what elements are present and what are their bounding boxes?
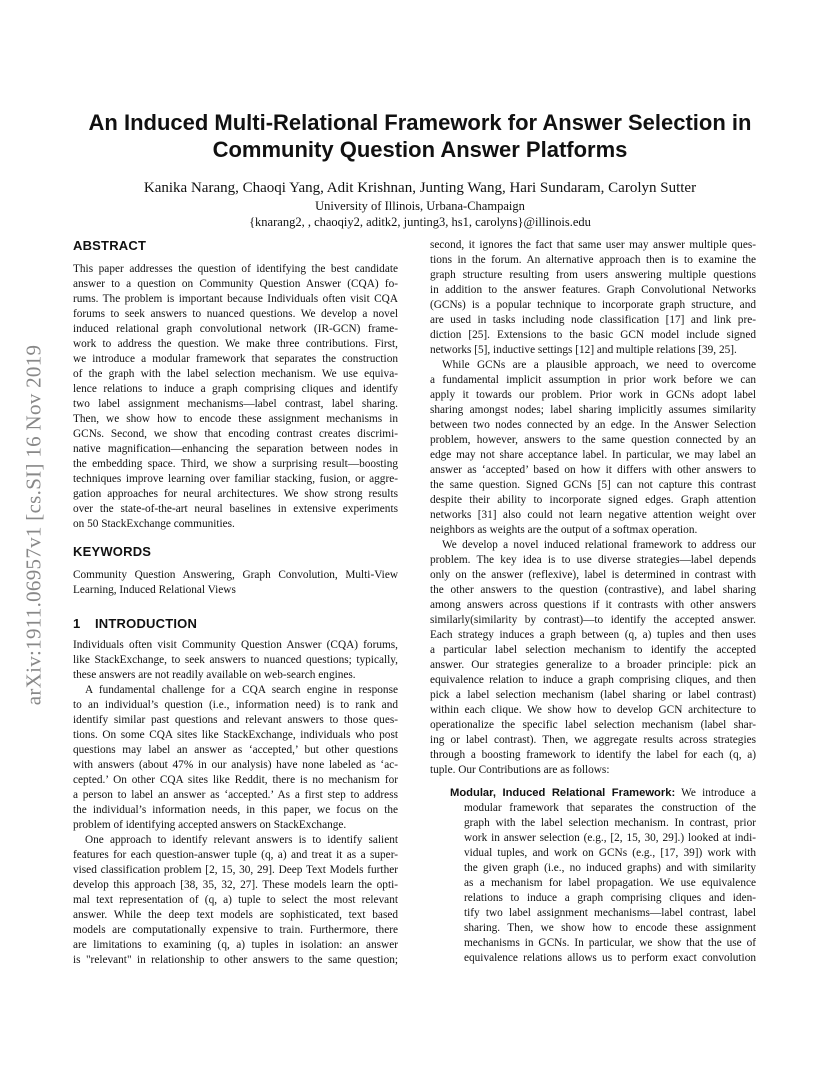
text-line: the other answers to the question (contrastive), and label sharing [430,584,756,596]
section-heading-introduction [73,616,398,632]
text-line: models are computationally expensive to train. Furthermore, there [73,924,398,936]
text-line: second, it ignores the fact that same user may answer multiple ques- [430,239,756,251]
text-line: tify two label assignment mechanisms—label contrast, label [464,907,756,919]
text-line: over the state-of-the-art neural baselines in extensive experiments [73,503,398,515]
left-column [73,238,398,968]
arxiv-id: arXiv:1911.06957v1 [cs.SI] 16 Nov 2019 [21,344,46,706]
text-line: answer to a question on Community Question Answer (CQA) fo- [73,278,398,290]
text-line: graph structure resulting from users answering multiple questions [430,269,756,281]
text-line: diction [25]. Extensions to the basic GCN model include signed [430,329,756,341]
text-line: native magnification—enhancing the separation between nodes in [73,443,398,455]
text-line: neighbors as weights are the output of a softmax operation. [430,524,698,536]
text-line: as a mechanism for label propagation. We use equivalence [464,877,756,889]
text-line: answer. Our strategies generalize to a broader principle: pick an [430,659,756,671]
text-line: forums to seek answers to nuanced questions. We develop a novel [73,308,398,320]
text-line: equivalence relation to induce a graph comprising cliques, and then [430,674,756,686]
text-line: the individual’s information needs, in this paper, we focus on the [73,804,398,816]
text-line: We develop a novel induced relational framework to address our [442,539,756,551]
text-line: mechanisms in GCNs. In particular, we show that the use of [464,937,756,949]
text-line: modular framework that separates the construction of the [464,802,756,814]
text-line: edge may not share acceptance label. In particular, we may label an [430,449,756,461]
section-title: INTRODUCTION [95,616,198,631]
text-line: of the graph with the label selection mechanism. We use equiva- [73,368,398,380]
affiliation-block [70,198,770,230]
paper-title [70,109,770,163]
title-line-2: Community Question Answer Platforms [212,137,628,162]
text-line: work in answer selection (e.g., [2, 15, 30, 29].) looked at indi- [464,832,756,844]
text-line: problem of identifying accepted answers on StackExchange. [73,819,347,831]
intro-paragraph-1 [73,638,398,683]
text-line: sharing. Then, we show how to encode these assignment [464,922,756,934]
text-line: pick a label selection mechanism (label sharing or label contrast) [430,689,756,701]
text-line: mal text representation of (q, a) tuple to select the most relevant [73,894,398,906]
text-line: identify similar past questions and relevant answers to those ques- [73,714,398,726]
text-line: Learning, Induced Relational Views [73,584,236,596]
intro-paragraph-2 [73,683,398,833]
text-line: among answers across questions if it contrasts with other answers [430,599,756,611]
author-list: Kanika Narang, Chaoqi Yang, Adit Krishnan, Junting Wang, Hari Sundaram, Carolyn Sutter [143,180,697,196]
text-line: are used in tasks including node classification [17] and link pre- [430,314,756,326]
text-line: these answers are not readily available on web-search engines. [73,669,356,681]
text-line: networks [5], inductive settings [12] and multiple relations [39, 25]. [430,344,737,356]
text-line: operationalize the specific label selection mechanism (label shar- [430,719,756,731]
text-line: Then, we show how to encode these assignment mechanisms in [73,413,398,425]
text-line: are limitations to examining (q, a) tuples in isolation: an answer [73,939,398,951]
arxiv-stamp [21,290,47,760]
text-line: induced relational graph convolutional network (IR-GCN) frame- [73,323,398,335]
text-line: we introduce a modular framework that separates the construction [73,353,398,365]
text-line: One approach to identify relevant answers is to identify salient [85,834,398,846]
text-line: gation approaches for neural architectures. We show strong results [73,488,398,500]
text-line: sharing amongst nodes; label sharing implicitly assumes similarity [430,404,756,416]
text-line: two label assignment mechanisms—label contrast, label sharing. [73,398,398,410]
text-line: to an individual’s question (i.e., information need) is to rank and [73,699,398,711]
text-line: Community Question Answering, Graph Convolution, Multi-View [73,569,398,581]
text-line: work to address the question. We make three contributions. First, [73,338,398,350]
affiliation: University of Illinois, Urbana-Champaign [315,199,525,213]
emails: {knarang2, , chaoqiy2, aditk2, junting3, hs1, carolyns}@illinois.edu [249,215,591,229]
contribution-text [430,801,756,966]
text-line: only on the answer (reflexive), label is determined in contrast with [430,569,756,581]
text-line: problem, however, answers to the same question connected by an [430,434,756,446]
text-line: answer as ‘accepted’ based on how it differs with other answers to [430,464,756,476]
right-paragraph-2 [430,358,756,538]
text-line: tuple. Our Contributions are as follows: [430,764,610,776]
right-column [430,238,756,966]
text-line: Each strategy induces a graph between (q, a) tuples and then uses [430,629,756,641]
text-line: problem. The key idea is to use diverse strategies—label depends [430,554,756,566]
text-line: rums. The problem is important because Individuals often visit CQA [73,293,398,305]
text-line: GCNs. Second, we show that encoding contrast creates discrimi- [73,428,398,440]
text-line: the same question. Signed GCNs [5] can not capture this contrast [430,479,756,491]
intro-paragraph-3 [73,833,398,968]
text-line: equivalence relations allows us to perform exact convolution [464,952,756,964]
text-line: on 50 StackExchange communities. [73,518,235,530]
contribution-first-line [430,786,756,801]
text-line: questions may label an answer as ‘accepted,’ but other questions [73,744,398,756]
right-paragraph-1 [430,238,756,358]
contribution-item [430,786,756,966]
text-line: features for each question-answer tuple (q, a) and treat it as a super- [73,849,398,861]
text-line: the embedding space. Third, we show a surprising result—boosting [73,458,398,470]
text-line: A fundamental challenge for a CQA search engine in response [85,684,398,696]
keywords-heading: KEYWORDS [73,544,152,559]
keywords-text [73,568,398,598]
text-line: develop this approach [38, 35, 32, 27]. These models learn the opti- [73,879,398,891]
text-line: graph with the label selection mechanism. In contrast, prior [464,817,756,829]
text-line: (GCNs) is a popular technique to incorporate graph structure, and [430,299,756,311]
text-line: like StackExchange, to seek answers to nuanced questions; typically, [73,654,398,666]
text-line: relations to induce a graph comprising cliques and iden- [464,892,756,904]
text-line: similarly(similarity by contrast)—to identify the accepted answer. [430,614,756,626]
text-line: vised classification problem [2, 15, 30, 29]. Deep Text Models further [73,864,398,876]
title-line-1: An Induced Multi-Relational Framework for Answer Selection in [88,110,752,135]
text-line: is "relevant" in relationship to other answers to the same question; [73,954,398,966]
text-line: vidual tuples, and work on GCNs (e.g., [17, 39]) work with [464,847,756,859]
text-line: through a boosting framework to identify the label for each (q, a) [430,749,756,761]
text-line: ing or label contrast). Then, we aggregate results across strategies [430,734,756,746]
text-line: Individuals often visit Community Question Answer (CQA) forums, [73,639,398,651]
text-line: a person to label an answer as ‘accepted.’ As a first step to address [73,789,398,801]
contribution-first-text: We introduce a [675,787,756,799]
text-line: While GCNs are a plausible approach, we need to overcome [442,359,756,371]
contribution-lead: Modular, Induced Relational Framework: [450,787,676,799]
text-line: between two nodes connected by an edge. In the Answer Selection [430,419,756,431]
abstract-heading: ABSTRACT [73,238,147,253]
text-line: apply it towards our problem. Prior work in GCNs adopt label [430,389,756,401]
text-line: networks [31] also could not learn negative attention weight over [430,509,756,521]
text-line: cepted.’ On other CQA sites like Reddit, there is no mechanism for [73,774,398,786]
abstract-text [73,262,398,532]
text-line: lence relations to induce a graph comprising cliques and identify [73,383,398,395]
right-paragraph-3 [430,538,756,778]
text-line: This paper addresses the question of identifying the best candidate [73,263,398,275]
text-line: answer. While the deep text models are sophisticated, text based [73,909,398,921]
text-line: techniques improve learning over familiar stacking, fusion, or aggre- [73,473,398,485]
text-line: a particular label selection mechanism to identify the accepted [430,644,756,656]
text-line: tions. On some CQA sites like StackExchange, individuals who post [73,729,398,741]
text-line: within each clique. We show how to develop GCN architecture to [430,704,756,716]
text-line: tions in the forum. An alternative approach then is to examine the [430,254,756,266]
text-line: despite their ability to incorporate signed edges. Graph attention [430,494,756,506]
section-number: 1 [73,616,81,631]
text-line: a fundamental implicit assumption in prior work before we can [430,374,756,386]
text-line: with answers (about 47% in our analysis) have none labeled as ‘ac- [73,759,398,771]
text-line: in addition to the answer features. Graph Convolutional Networks [430,284,756,296]
text-line: the given graph (i.e., no induced graphs) and with similarity [464,862,756,874]
